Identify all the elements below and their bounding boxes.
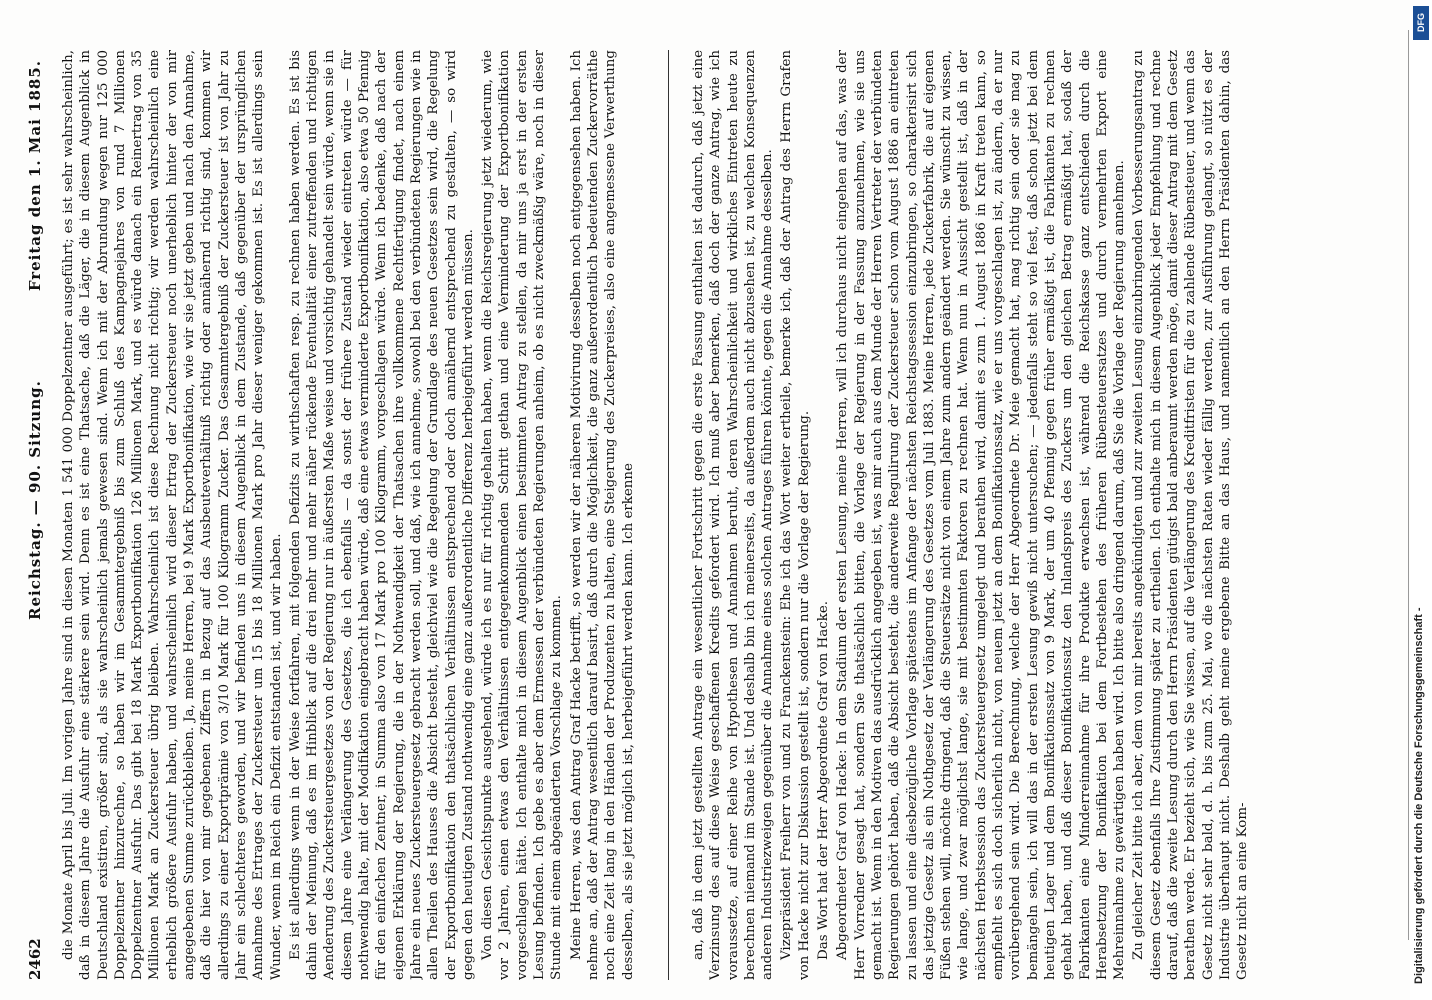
dfg-logo: DFG [1413, 6, 1429, 40]
scan-edge-line [1408, 30, 1409, 940]
paragraph: Zu gleicher Zeit bitte ich aber, dem von mir bereits angekündigten und zur zweiten Lesung einzubringenden Vorbesserungsantrag zu diesem Gesetz ebenfalls Ihre Zustimmung später zu ertheilen. Ich enthalte mich in diesem Augenblick jeder Empfehlung und rechne darauf, daß die zweite Lesung durch den Herrn Präsidenten gütigst bald anberaumt werden möge, damit dieser Antrag mit dem Gesetz berathen werde. Er bezieht sich, wie Sie wissen, auf die Verlängerung des Kreditfristen für die zu zahlende Rübensteuer, und wenn das Gesetz nicht sehr bald, d. h. bis zum 25. Mai, wo die nächsten Raten wieder fällig werden, zur Ausführung gelangt, so nützt es der Industrie überhaupt nicht. Deshalb geht meine ergebene Bitte an das Haus, und namentlich an den Herrn Präsidenten dahin, das Gesetz nicht an eine Kom- [1131, 50, 1251, 980]
paragraph: an, daß in dem jetzt gestellten Antrage ein wesentlicher Fortschritt gegen die erste Fassung enthalten ist dadurch, daß jetzt eine Verzinsung des auf diese Weise geschaffenen Kredits gefordert wird. Ich muß aber bemerken, daß doch der ganze Antrag, wie ich voraussetze, auf einer Reihe von Hypothesen und Annahmen beruht, deren Wahrscheinlichkeit und wirkliches Eintreten heute zu berechnen niemand im Stande ist. Und deshalb bin ich meinerseits, da außerdem auch nicht abzusehen ist, zu welchen Konsequenzen anderen Industriezweigen gegenüber die Annahme eines solchen Antrages führen könnte, gegen die Annahme desselben. [691, 50, 776, 980]
paragraph: Abgeordneter Graf von Hacke: In dem Stadium der ersten Lesung, meine Herren, will ich durchaus nicht eingehen auf das, was der Herr Vorredner gesagt hat, sondern Sie thatsächlich bitten, die Vorlage der Regierung in der Fassung anzunehmen, wie sie uns gemacht ist. Wenn in den Motiven das ausdrücklich angegeben ist, was mir auch aus dem Munde der Herren Vertreter der verbündeten Regierungen gehört haben, daß die Absicht besteht, die anderweite Regulirung der Zuckersteuer schon vom August 1886 an eintreten zu lassen und eine diesbezügliche Vorlage spätestens im Anfange der nächsten Reichstagssession einzubringen, so charakterisirt sich das jetzige Gesetz als ein Nothgesetz der Verlängerung des Gesetzes vom Juli 1883. Meine Herren, jede Zuckerfabrik, die auf eigenen Füßen stehen will, möchte dringend, daß die Steuersätze nicht von einem Jahre zum andern geändert werden. Sie wünscht zu wissen, wie lange, und zwar möglichst lange, sie mit bestimmten Faktoren zu rechnen hat. Wenn nun in Aussicht gestellt ist, daß in der nächsten Herbstsession das Zuckersteuergesetz umgelegt und berathen wird, damit es zum 1. August 1886 in Kraft treten kann, so empfiehlt es sich doch sicherlich nicht, von neuem jetzt an dem Bonifikationssatz, wie er uns vorgeschlagen ist, zu ändern, da er nur vorübergehend sein wird. Die Berechnung, welche der Herr Abgeordnete Dr. Meie gemacht hat, mag richtig sein oder sie mag zu bemängeln sein, ich will das in der ersten Lesung gewiß nicht untersuchen; — jedenfalls steht so viel fest, daß schon jetzt bei dem heutigen Lager und dem Bonifikationssatz von 9 Mark, der um 40 Pfennig gegen früher ermäßigt ist, die Fabrikanten zu rechnen gehabt haben, und daß dieser Bonifikationssatz den Inlandspreis des Zuckers um den gleichen Betrag ermäßigt hat, sodaß der Fabrikanten eine Minderreinnahme für ihre Produkte erwachsen ist, während die Reichskasse ganz entschieden durch die Herabsetzung der Bonifikation bei dem Fortbestehen des früheren Rübensteuersatzes und durch vermehrten Export eine Mehreinnahme zu gewärtigen haben wird. Ich bitte also dringend darum, daß Sie die Vorlage der Regierung annehmen. [835, 50, 1128, 980]
paragraph: Das Wort hat der Herr Abgeordnete Graf von Hacke. [816, 600, 832, 960]
session-title: Reichstag. — 90. Sitzung. [26, 380, 44, 620]
text-column-left [60, 50, 660, 980]
paragraph: Meine Herren, was den Antrag Graf Hacke betrifft, so werden wir der näheren Motivirung desselben noch entgegensehen haben. Ich nehme an, daß der Antrag wesentlich darauf basirt, daß durch die Möglichkeit, die ganz außerordentlich bedeutenden Zuckervorräthe noch eine Zeit lang in den Händen der Produzenten zu halten, eine Steigerung des Zuckerpreises, also eine angemessene Verwerthung desselben, als sie jetzt möglich ist, herbeigeführt werden kann. Ich erkenne [568, 50, 636, 980]
page-number: 2462 [26, 938, 44, 980]
paragraph: Es ist allerdings wenn in der Weise fortfahren, mit folgenden Defizits zu wirthschaften resp. zu rechnen haben werden. Es ist bis dahin der Meinung, daß es im Hinblick auf die drei mehr und mehr näher rückende Eventualität einer zutreffenden und richtigen Aenderung des Zuckersteuergesetzes von der Regierung nur in äußersten Maße weise und vorsichtig gehandelt sein würde, wenn sie in diesem Jahre eine Verlängerung des Gesetzes, die ich ebenfalls — da sonst der frühere Zustand wieder eintreten würde — für nothwendig halte, mit der Modifikation eingebracht haben würde, daß eine etwas verminderte Exportbonifikation, also etwa 50 Pfennig für den einfachen Zentner, in Summa also von 17 Mark pro 100 Kilogramm, vorgeschlagen würde. Wenn ich bedenke, daß nach der eigenen Erklärung der Regierung, die in der Nothwendigkeit der Thatsachen ihre vollkommene Rechtfertigung findet, nach einem Jahre ein neues Zuckersteuergesetz gebracht werden soll, und daß, wie ich annehme, sowohl bei den verbündeten Regierungen wie in allen Theilen des Hauses die Absicht besteht, gleichviel wie die Regelung der Grundlage des neuen Gesetzes sein wird, die Regelung der Exportbonifikation den thatsächlichen Verhältnissen entsprechend oder doch annähernd entsprechend zu gestalten, — so wird gegen den heutigen Zustand nothwendig eine ganz außerordentliche Differenz herbeigeführt werden müssen. [287, 50, 476, 980]
dfg-attribution-text: Digitalisierung gefördert durch die Deutsche Forschungsgemeinschaft - [1413, 607, 1425, 984]
session-date: Freitag den 1. Mai 1885. [26, 60, 44, 292]
dfg-attribution-bar [1410, 0, 1432, 1000]
paragraph: Vizepräsident Freiherr von und zu Franckenstein: Ehe ich das Wort weiter ertheile, bemerke ich, daß der Antrag des Herrn Grafen von Hacke nicht zur Diskussion gestellt ist, sondern nur die Vorlage der Regierung. [779, 50, 812, 980]
text-column-right [690, 50, 1290, 980]
page-header [20, 20, 50, 980]
rotated-text-block [20, 20, 1330, 980]
column-divider [668, 50, 669, 980]
paragraph: die Monate April bis Juli. Im vorigen Jahre sind in diesen Monaten 1 541 000 Doppelzentner ausgeführt; es ist sehr wahrscheinlich, daß in diesem Jahre die Ausfuhr eine stärkere sein wird. Denn es ist eine Thatsache, daß die Läger, die in diesem Augenblick in Deutschland existiren, größer sind, als sie wahrscheinlich jemals gewesen sind. Wenn ich mit der Abrundung wegen nur 125 000 Doppelzentner hinzurechne, so haben wir im Gesammtergebniß bis zum Schluß des Kampagnejahres von rund 7 Millionen Doppelzentner Ausfuhr. Das gibt bei 18 Mark Exportbonifikation 126 Millionen Mark, und es würde danach ein Reinertrag von 35 Millionen Mark an Zuckersteuer übrig bleiben. Wahrscheinlich ist diese Rechnung nicht richtig; wir werden wahrscheinlich eine erheblich größere Ausfuhr haben, und wahrscheinlich wird dieser Ertrag der Zuckersteuer noch unerheblich hinter der von mir angegebenen Summe zurückbleiben. Ja, meine Herren, bei 9 Mark Exportbonifikation, wie wir sie jetzt geben und nach den Annahme, daß die hier von mir gegebenen Ziffern in Bezug auf das Ausbeuteverhältniß richtig oder annähernd richtig sind, kommen wir allerdings zu einer Exportprämie von 3/10 Mark für 100 Kilogramm Zucker. Das Gesammtergebniß der Zuckersteuer ist von Jahr zu Jahr ein schlechteres geworden, und wir befinden uns in diesem Augenblick in dem Zustande, daß gegenüber der ursprünglichen Annahme des Ertrages der Zuckersteuer um 15 bis 18 Millionen Mark pro Jahr dieser weniger gekommen ist. Es ist allerdings sein Wunder, wenn im Reich ein Defizit entstanden ist, und wir haben. [61, 50, 284, 980]
paragraph: Von diesen Gesichtspunkte ausgehend, würde ich es nur für richtig gehalten haben, wenn die Reichsregierung jetzt wiederum, wie vor 2 Jahren, einen etwas den Verhältnissen entgegenkommenden Schritt gethan und eine Verminderung der Exportbonifikation vorgeschlagen hätte. Ich enthalte mich in diesem Augenblick einen bestimmten Antrag zu stellen, da mir uns ja erst in der ersten Lesung befinden. Ich gebe es aber dem Ermessen der verbündeten Regierungen anheim, ob es nicht zweckmäßig wäre, noch in dieser Stunde mit einem abgeänderten Vorschlage zu kommen. [480, 50, 565, 980]
